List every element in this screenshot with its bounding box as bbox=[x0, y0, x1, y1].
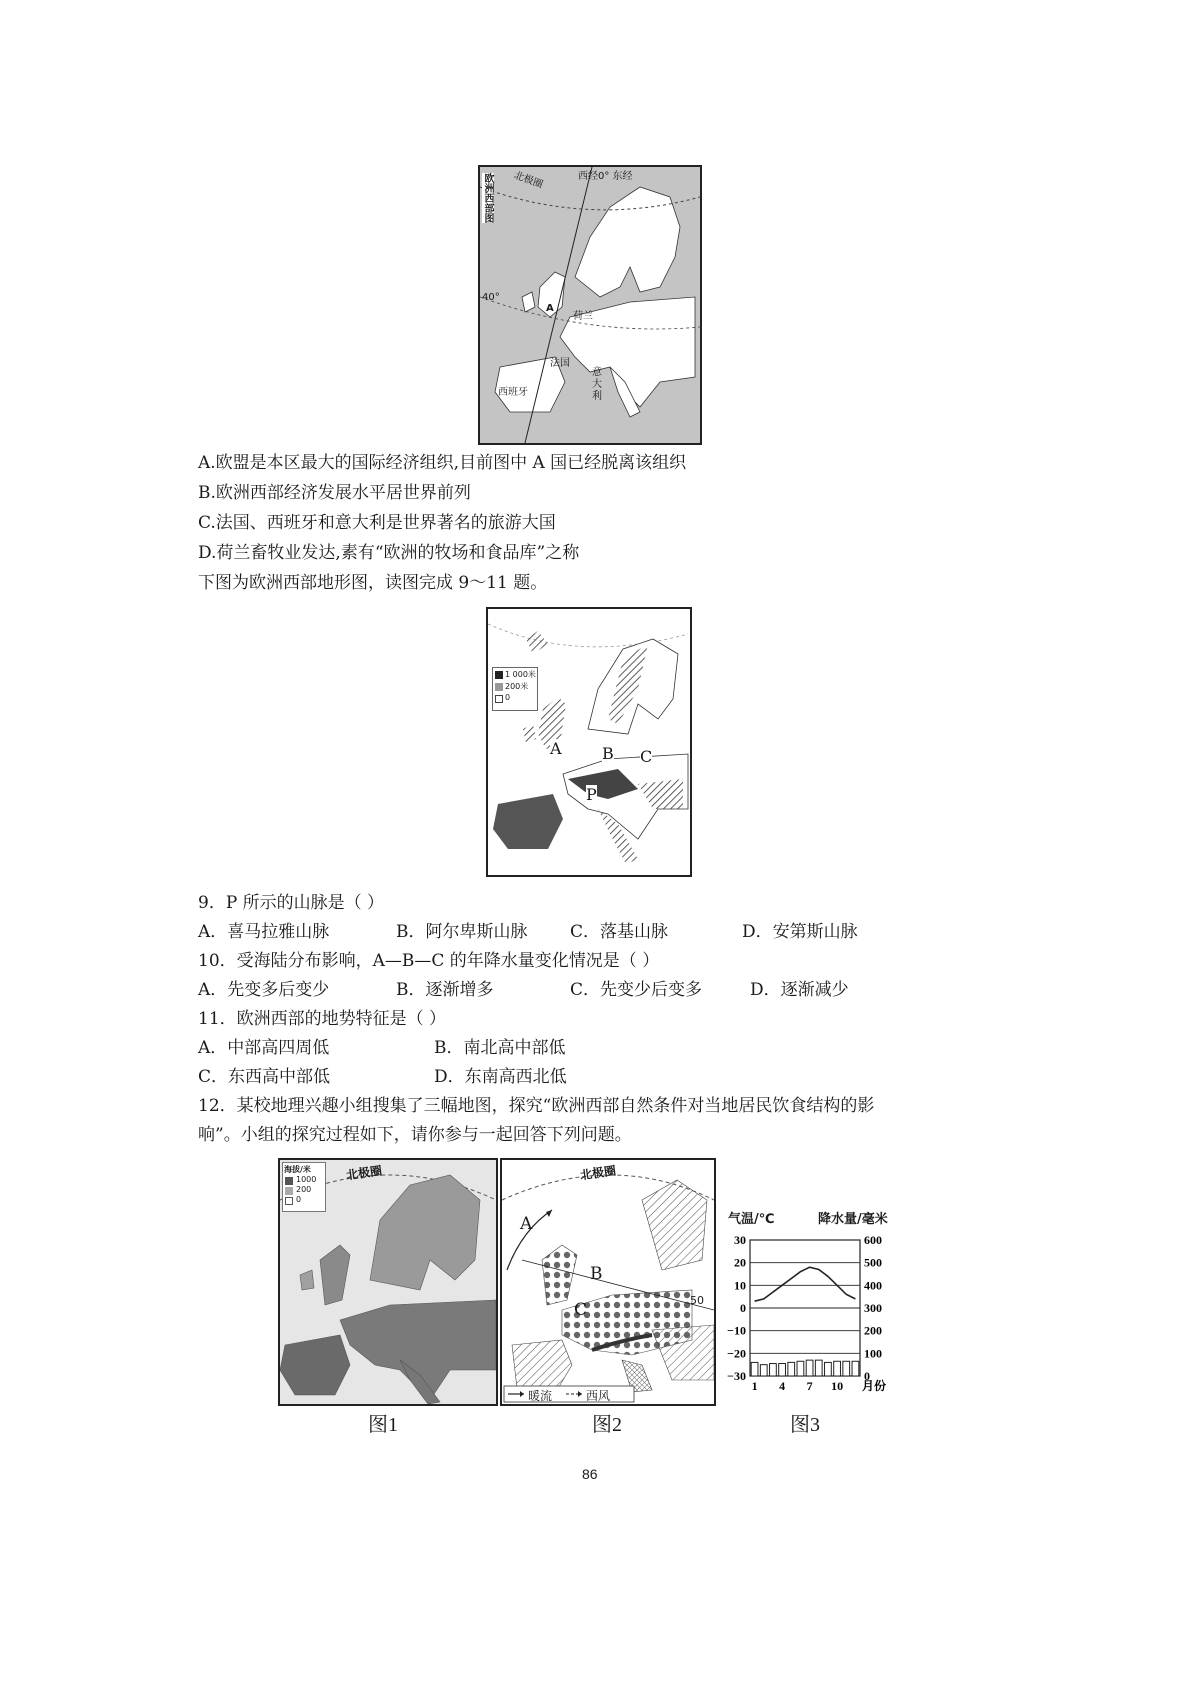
map1-lat-label: 40° bbox=[482, 292, 500, 303]
temp-tick-label: 20 bbox=[734, 1255, 746, 1270]
precip-bar bbox=[852, 1361, 859, 1376]
precip-bar bbox=[825, 1362, 832, 1376]
figure-3-caption: 图3 bbox=[790, 1414, 820, 1436]
question-9-option-b: B．阿尔卑斯山脉 bbox=[396, 922, 528, 942]
question-9-option-c: C．落基山脉 bbox=[570, 922, 669, 942]
statement-c: C.法国、西班牙和意大利是世界著名的旅游大国 bbox=[198, 513, 556, 533]
map1-label-netherlands: 荷兰 bbox=[573, 311, 593, 322]
question-9-option-d: D．安第斯山脉 bbox=[742, 922, 858, 942]
precip-bar bbox=[760, 1365, 767, 1376]
map2-label-a: A bbox=[550, 739, 562, 758]
map1-meridian-label: 西经0° 东经 bbox=[578, 171, 633, 182]
precip-bar bbox=[797, 1361, 804, 1376]
fig2-arctic-circle-label: 北极圈 bbox=[579, 1163, 617, 1183]
question-11-option-d: D．东南高西北低 bbox=[434, 1067, 567, 1087]
fig1-legend-0: 0 bbox=[296, 1195, 302, 1204]
question-10-option-c: C．先变少后变多 bbox=[570, 980, 703, 1000]
precip-bar bbox=[834, 1361, 841, 1376]
precip-bar bbox=[843, 1361, 850, 1376]
question-10-option-b: B．逐渐增多 bbox=[396, 980, 494, 1000]
map2-drawing bbox=[488, 609, 690, 875]
precip-bar bbox=[751, 1362, 758, 1376]
question-11-option-a: A．中部高四周低 bbox=[198, 1038, 330, 1058]
map1-side-title: 欧洲西部图 bbox=[482, 173, 493, 223]
temp-tick-label: −10 bbox=[727, 1323, 746, 1338]
map2-label-c: C bbox=[640, 747, 653, 766]
figure-2-caption: 图2 bbox=[592, 1414, 622, 1436]
fig1-legend bbox=[282, 1162, 326, 1212]
temperature-line bbox=[755, 1267, 856, 1301]
question-9-stem: 9．P 所示的山脉是（ ） bbox=[198, 893, 385, 913]
precip-tick-label: 0 bbox=[864, 1369, 870, 1383]
precip-bar bbox=[806, 1360, 813, 1376]
fig1-legend-title: 海拔/米 bbox=[284, 1165, 311, 1174]
month-tick-label: 10 bbox=[831, 1379, 844, 1393]
map1-label-spain: 西班牙 bbox=[498, 387, 528, 398]
precip-bar bbox=[815, 1360, 822, 1376]
map2-legend-1000: 1 000米 bbox=[505, 670, 536, 679]
figure-1-relief-map bbox=[278, 1158, 498, 1406]
question-10-option-d: D．逐渐减少 bbox=[750, 980, 849, 1000]
temp-tick-label: 30 bbox=[734, 1233, 746, 1247]
statement-b: B.欧洲西部经济发展水平居世界前列 bbox=[198, 483, 471, 503]
page-number: 86 bbox=[582, 1466, 598, 1482]
map1-label-france: 法国 bbox=[550, 358, 570, 369]
map2-legend bbox=[492, 667, 538, 711]
month-unit-label: 月份 bbox=[862, 1379, 887, 1393]
question-11-option-b: B．南北高中部低 bbox=[434, 1038, 566, 1058]
map1-arctic-circle-label: 北极圈 bbox=[512, 170, 545, 191]
temp-tick-label: 0 bbox=[740, 1301, 746, 1315]
fig1-arctic-circle-label: 北极圈 bbox=[345, 1163, 383, 1183]
fig2-label-50: 50 bbox=[690, 1294, 704, 1307]
map2-legend-200: 200米 bbox=[505, 682, 529, 691]
fig2-legend-warm-current: 暖流 bbox=[528, 1389, 553, 1403]
question-11-option-c: C．东西高中部低 bbox=[198, 1067, 331, 1087]
question-11-stem: 11．欧洲西部的地势特征是（ ） bbox=[198, 1009, 447, 1029]
precip-tick-label: 200 bbox=[864, 1323, 882, 1338]
map1-label-a: A bbox=[546, 303, 554, 314]
temp-tick-label: −30 bbox=[727, 1369, 746, 1383]
map1-label-italy: 意大利 bbox=[592, 367, 602, 402]
question-9-option-a: A．喜马拉雅山脉 bbox=[198, 922, 330, 942]
map-western-europe-terrain bbox=[486, 607, 692, 877]
question-12-line-1: 12．某校地理兴趣小组搜集了三幅地图，探究“欧洲西部自然条件对当地居民饮食结构的影 bbox=[198, 1096, 875, 1116]
precip-tick-label: 400 bbox=[864, 1278, 882, 1293]
figure-1-caption: 图1 bbox=[368, 1414, 398, 1436]
temp-tick-label: −20 bbox=[727, 1346, 746, 1361]
fig1-legend-1000: 1000 bbox=[296, 1175, 317, 1184]
precip-tick-label: 600 bbox=[864, 1233, 882, 1247]
fig2-drawing bbox=[502, 1160, 714, 1404]
question-10-option-a: A．先变多后变少 bbox=[198, 980, 330, 1000]
figure-2-climate-map bbox=[500, 1158, 716, 1406]
question-12-line-2: 响”。小组的探究过程如下，请你参与一起回答下列问题。 bbox=[198, 1125, 632, 1145]
climate-chart-svg bbox=[712, 1200, 912, 1400]
figure-3-climate-chart bbox=[712, 1200, 912, 1400]
fig1-legend-200: 200 bbox=[296, 1185, 312, 1194]
statement-d: D.荷兰畜牧业发达,素有“欧洲的牧场和食品库”之称 bbox=[198, 543, 580, 563]
precip-bar bbox=[770, 1364, 777, 1376]
month-tick-label: 1 bbox=[751, 1379, 758, 1393]
map2-label-p: P bbox=[586, 785, 597, 804]
statement-a: A.欧盟是本区最大的国际经济组织,目前图中 A 国已经脱离该组织 bbox=[198, 453, 687, 473]
fig3-precip-axis-label: 降水量/毫米 bbox=[818, 1212, 888, 1227]
map1-drawing bbox=[480, 167, 700, 443]
map2-legend-0: 0 bbox=[505, 693, 511, 702]
precip-bar bbox=[788, 1362, 795, 1376]
map-western-europe-political bbox=[478, 165, 702, 445]
temp-tick-label: 10 bbox=[734, 1278, 746, 1293]
fig2-label-b: B bbox=[590, 1264, 603, 1284]
fig2-label-a: A bbox=[520, 1214, 533, 1234]
precip-bar bbox=[779, 1364, 786, 1376]
question-10-stem: 10．受海陆分布影响，A—B—C 的年降水量变化情况是（ ） bbox=[198, 951, 660, 971]
precip-tick-label: 300 bbox=[864, 1301, 882, 1315]
month-tick-label: 4 bbox=[779, 1379, 786, 1393]
fig2-label-c: C bbox=[574, 1300, 588, 1320]
fig2-legend-westerly: 西风 bbox=[586, 1389, 611, 1403]
month-tick-label: 7 bbox=[806, 1379, 813, 1393]
precip-tick-label: 100 bbox=[864, 1346, 882, 1361]
map2-label-b: B bbox=[602, 744, 614, 763]
precip-tick-label: 500 bbox=[864, 1255, 882, 1270]
intro-questions-9-11: 下图为欧洲西部地形图，读图完成 9～11 题。 bbox=[198, 573, 548, 593]
fig3-temp-axis-label: 气温/℃ bbox=[728, 1212, 775, 1227]
